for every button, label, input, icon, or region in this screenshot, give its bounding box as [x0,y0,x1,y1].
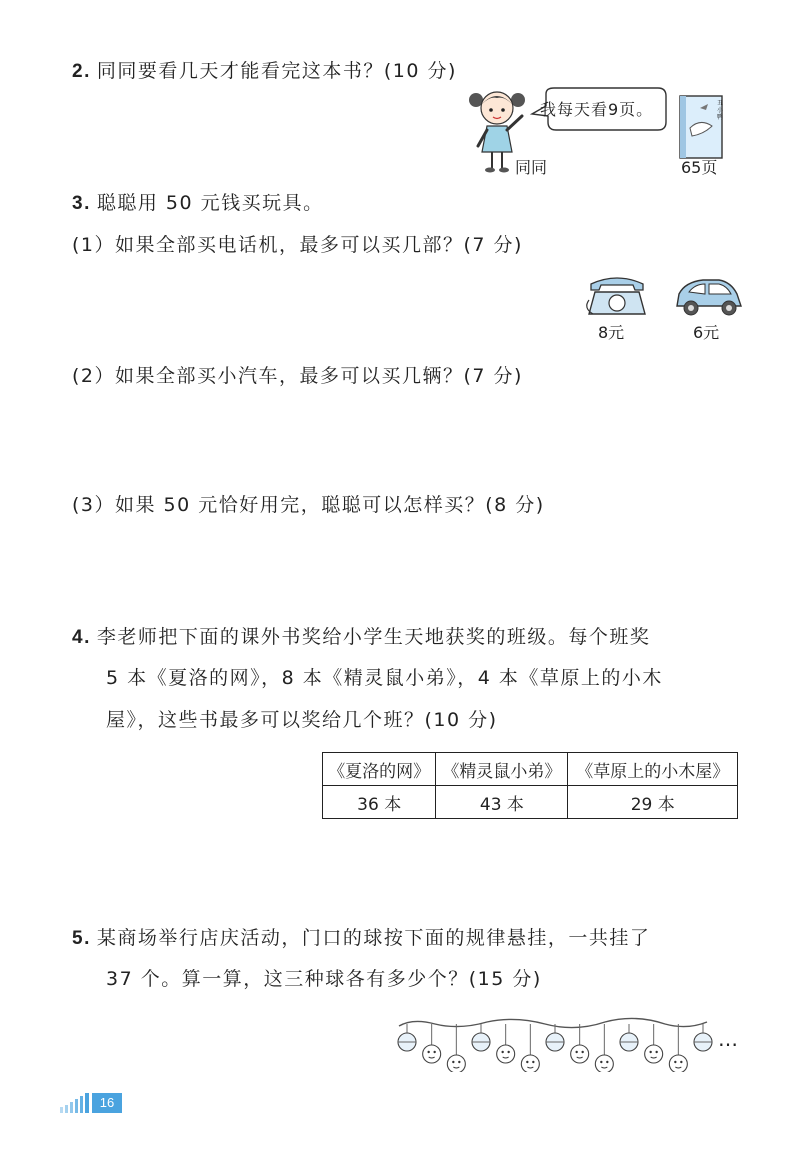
question-text-line-1: 某商场举行店庆活动，门口的球按下面的规律悬挂，一共挂了 [96,927,651,949]
table-cell: 43 本 [436,786,568,819]
question-4 [72,625,650,650]
book-pages-label: 65页 [681,158,718,177]
question-number: 5. [72,928,91,949]
lantern-ball-icon [472,1033,490,1051]
page-number-bars-icon [60,1093,92,1113]
toys-illustration [585,270,745,324]
girl-name-label: 同同 [515,158,548,177]
question-text: 聪聪用 50 元钱买玩具。 [96,192,324,214]
table-header-cell: 《草原上的小木屋》 [568,753,738,786]
book-title: 丑小鸭 [717,100,725,121]
question-3-part-3: (3）如果 50 元恰好用完，聪聪可以怎样买？(8 分) [72,494,545,516]
car-price: 6元 [693,323,720,342]
question-text-line-1: 李老师把下面的课外书奖给小学生天地获奖的班级。每个班奖 [96,626,651,648]
question-4-line-3: 屋》，这些书最多可以奖给几个班？(10 分) [106,709,498,731]
lantern-ball-icon [620,1033,638,1051]
table-cell: 36 本 [323,786,436,819]
hanging-string [399,1018,707,1027]
table-cell: 29 本 [568,786,738,819]
lantern-ball-icon [694,1033,712,1051]
question-number: 4. [72,627,91,648]
table-header-cell: 《夏洛的网》 [323,753,436,786]
toy-car-icon [677,280,741,315]
table-header-cell: 《精灵鼠小弟》 [436,753,568,786]
question-5 [72,926,650,951]
question-3-part-1: (1）如果全部买电话机，最多可以买几部？(7 分) [72,234,523,256]
smiley-ball-icon [595,1055,613,1072]
telephone-icon [587,278,645,314]
speech-bubble-text: 我每天看9页。 [540,100,654,119]
continuation-ellipsis: … [718,1027,740,1051]
question-3 [72,191,324,216]
book-icon [680,96,725,158]
smiley-ball-icon [447,1055,465,1072]
question-3-part-2: (2）如果全部买小汽车，最多可以买几辆？(7 分) [72,365,523,387]
book-inventory-table [322,752,738,819]
question-4-line-2: 5 本《夏洛的网》，8 本《精灵鼠小弟》，4 本《草原上的小木 [106,667,663,689]
question-text: 同同要看几天才能看完这本书？(10 分) [96,60,457,82]
smiley-ball-icon [497,1045,515,1063]
smiley-ball-icon [423,1045,441,1063]
smiley-ball-icon [645,1045,663,1063]
smiley-ball-icon [521,1055,539,1072]
lantern-ball-icon [398,1033,416,1051]
table-row [323,786,738,819]
table-header-row [323,753,738,786]
question-number: 3. [72,193,91,214]
page-number: 16 [92,1093,122,1113]
smiley-ball-icon [571,1045,589,1063]
question-2 [72,59,457,84]
telephone-price: 8元 [598,323,625,342]
question-number: 2. [72,61,91,82]
smiley-ball-icon [669,1055,687,1072]
lantern-ball-icon [546,1033,564,1051]
hanging-balls-illustration [395,1010,715,1072]
question-5-line-2: 37 个。算一算，这三种球各有多少个？(15 分) [106,968,542,990]
